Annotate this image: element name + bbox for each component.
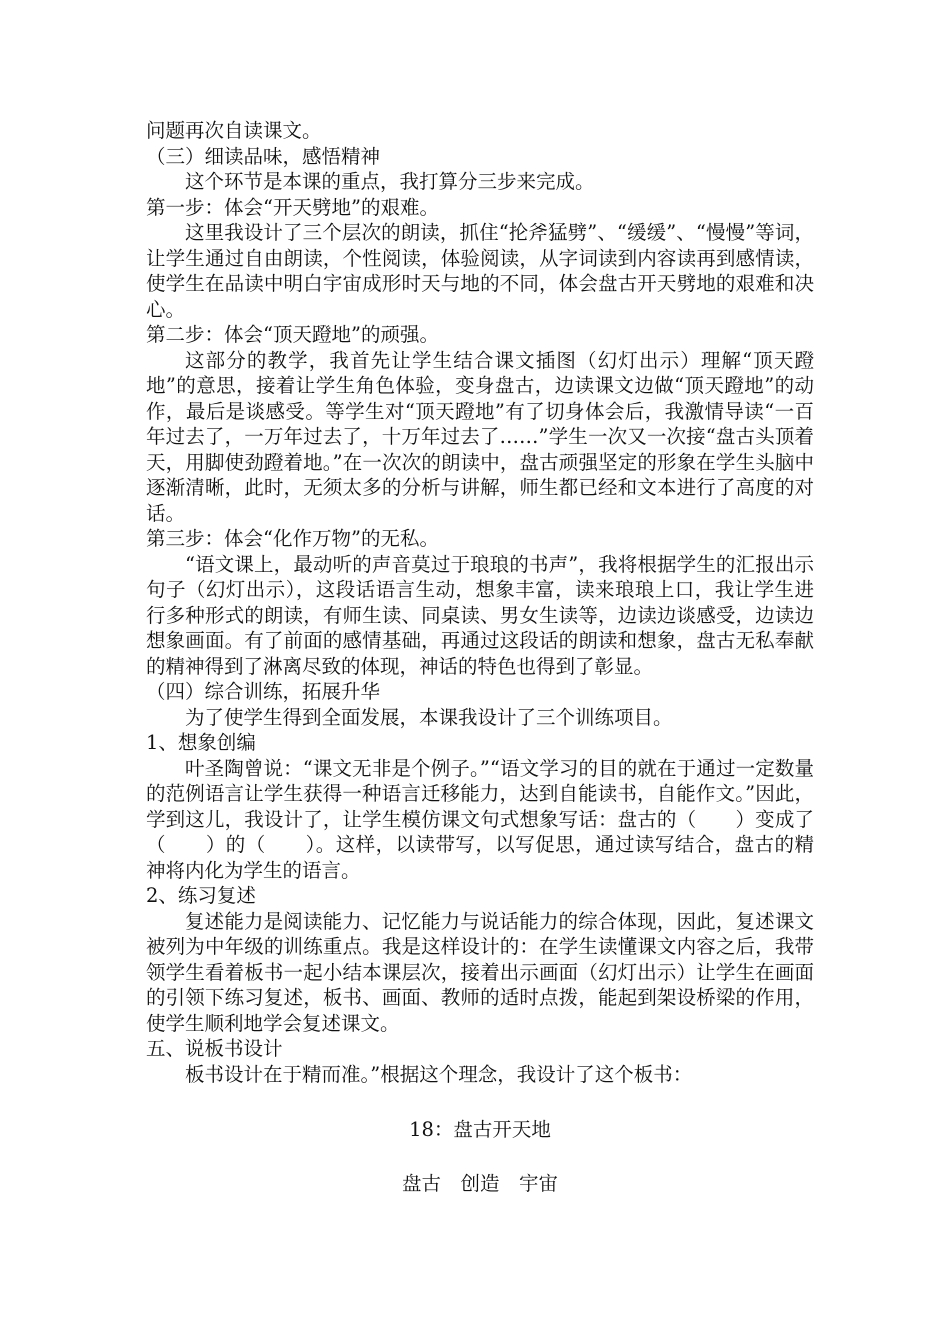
board-line: 盘古 创造 宇宙 — [401, 1171, 558, 1195]
section-heading-5: 五、说板书设计 — [146, 1037, 283, 1060]
board-title: 18：盘古开天地 — [409, 1118, 551, 1141]
paragraph-14: 复述能力是阅读能力、记忆能力与说话能力的综合体现，因此，复述课文被列为中年级的训练重点。我是这样设计的：在学生读懂课文内容之后，我带领学生看着板书一起小结本课层次，接着出示画面（幻灯出示）让学生在画面的引领下练习复述，板书、画面、教师的适时点拨，能起到架设桥梁的作用，使学生顺利地学会复述课文。 — [146, 909, 814, 1035]
paragraph-2: 这个环节是本课的重点，我打算分三步来完成。 — [185, 170, 595, 193]
paragraph-16: 板书设计在于精而准。”根据这个理念，我设计了这个板书： — [185, 1062, 693, 1086]
section-heading-4: （四）综合训练，拓展升华 — [146, 680, 381, 703]
document-page — [146, 118, 814, 1196]
paragraph-12: 叶圣陶曾说：“课文无非是个例子。”“语文学习的目的就在于通过一定数量的范例语言让学生获得一种语言迁移能力，达到自能读书，自能作文。”因此，学到这儿，我设计了，让学生模仿课文句式想象写话：盘古的（ ）变成了（ ）的（ ）。这样，以读带写，以写促思，通过读写结合，盘古的精神将内化为学生的语言。 — [146, 756, 814, 882]
paragraph-4: 这里我设计了三个层次的朗读，抓住“抡斧猛劈”、“缓缓”、“慢慢”等词，让学生通过自由朗读，个性阅读，体验阅读，从字词读到内容读再到感情读，使学生在品读中明白宇宙成形时天与地的不同，体会盘古开天劈地的艰难和决心。 — [146, 221, 814, 321]
step-heading-2: 第二步：体会“顶天蹬地”的顽强。 — [146, 323, 439, 346]
step-heading-1: 第一步：体会“开天劈地”的艰难。 — [146, 195, 439, 219]
subheading-imagination: 1、想象创编 — [146, 731, 256, 754]
paragraph-10: 为了使学生得到全面发展，本课我设计了三个训练项目。 — [185, 705, 673, 729]
step-heading-3: 第三步：体会“化作万物”的无私。 — [146, 527, 439, 550]
paragraph-6: 这部分的教学，我首先让学生结合课文插图（幻灯出示）理解“顶天蹬地”的意思，接着让学生角色体验，变身盘古，边读课文边做“顶天蹬地”的动作，最后是谈感受。等学生对“顶天蹬地”有了切身体会后，我激情导读“一百年过去了，一万年过去了，十万年过去了……”学生一次又一次接“盘古头顶着天，用脚使劲蹬着地。”在一次次的朗读中，盘古顽强坚定的形象在学生头脑中逐渐清晰，此时，无须太多的分析与讲解，师生都已经和文本进行了高度的对话。 — [146, 348, 814, 525]
section-heading-3: （三）细读品味，感悟精神 — [146, 144, 381, 168]
paragraph-0: 问题再次自读课文。 — [146, 119, 322, 142]
subheading-retelling: 2、练习复述 — [146, 884, 256, 907]
paragraph-8: “语文课上，最动听的声音莫过于琅琅的书声”，我将根据学生的汇报出示句子（幻灯出示），这段话语言生动，想象丰富，读来琅琅上口，我让学生进行多种形式的朗读，有师生读、同桌读、男女生读等，边读边谈感受，边读边想象画面。有了前面的感情基础，再通过这段话的朗读和想象，盘古无私奉献的精神得到了淋离尽致的体现，神话的特色也得到了彰显。 — [146, 552, 814, 678]
